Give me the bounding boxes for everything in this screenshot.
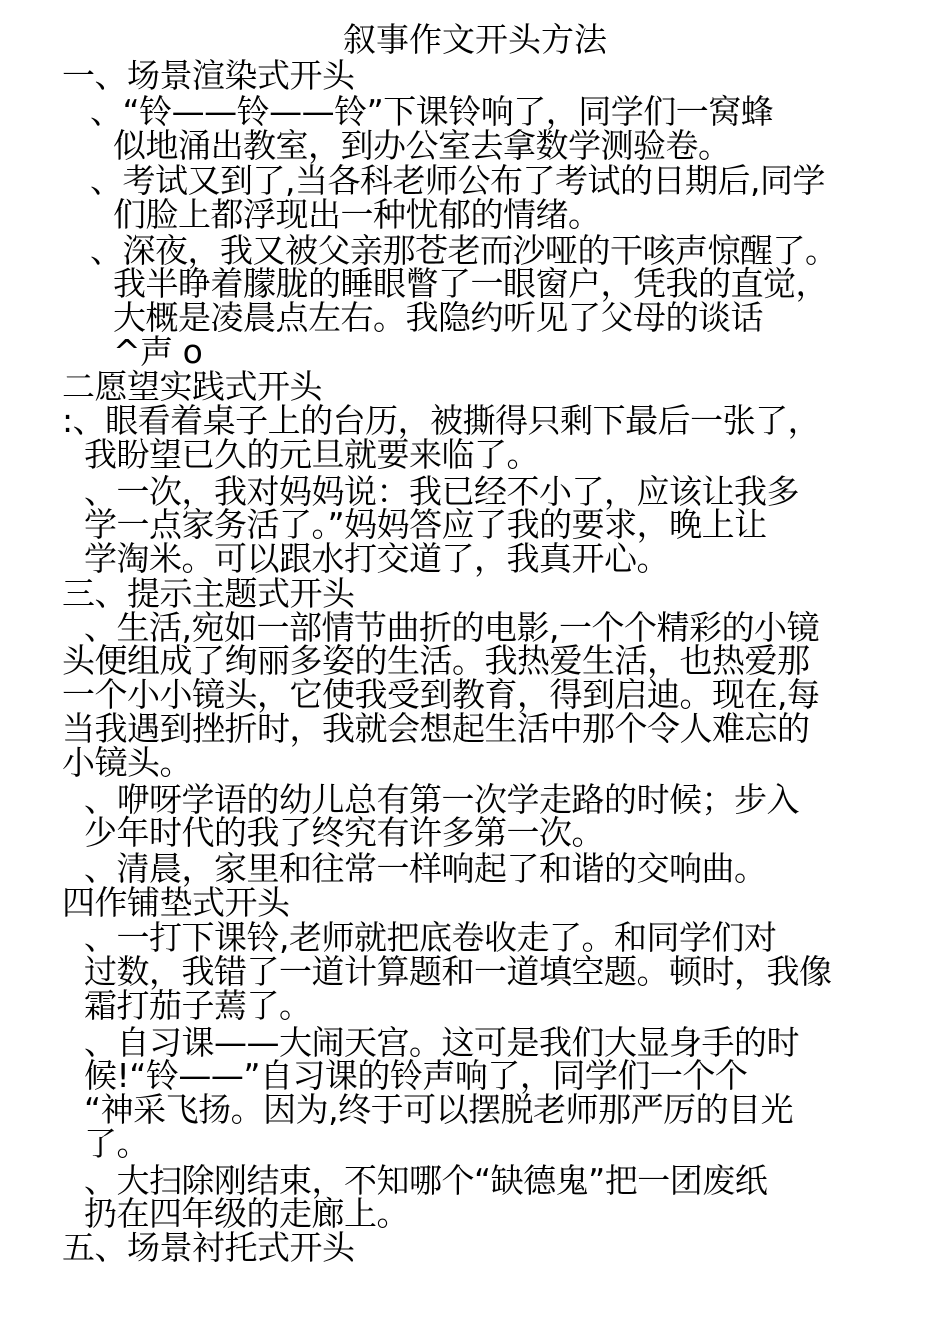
text-line: 、一打下课铃,老师就把底卷收走了。和同学们对 bbox=[84, 918, 777, 957]
text-line: 我半睁着朦胧的睡眼瞥了一眼窗户，凭我的直觉， bbox=[113, 264, 828, 303]
text-line: 似地涌出教室，到办公室去拿数学测验卷。 bbox=[113, 126, 731, 165]
text-line: 学一点家务活了。”妈妈答应了我的要求，晚上让 bbox=[84, 505, 767, 544]
text-line: 大概是凌晨点左右。我隐约听见了父母的谈话 bbox=[113, 298, 763, 337]
section-heading-5: 五、场景衬托式开头 bbox=[62, 1228, 355, 1267]
text-line: 扔在四年级的走廊上。 bbox=[84, 1194, 409, 1233]
text-line: 候!“铃——”自习课的铃声响了，同学们一个个 bbox=[84, 1056, 748, 1095]
text-line: 、考试又到了,当各科老师公布了考试的日期后,同学 bbox=[90, 161, 825, 200]
text-line: “神采飞扬。因为,终于可以摆脱老师那严厉的目光 bbox=[84, 1090, 794, 1129]
text-line: 、生活,宛如一部情节曲折的电影,一个个精彩的小镜 bbox=[84, 608, 819, 647]
section-heading-4: 四作铺垫式开头 bbox=[62, 883, 290, 922]
section-heading-3: 三、提示主题式开头 bbox=[62, 574, 355, 613]
document-title: 叙事作文开头方法 bbox=[343, 20, 607, 59]
text-line: 、清晨，家里和往常一样响起了和谐的交响曲。 bbox=[84, 849, 767, 888]
text-line: 们脸上都浮现出一种忧郁的情绪。 bbox=[113, 195, 601, 234]
text-line: 了。 bbox=[84, 1124, 149, 1163]
text-line: 、一次，我对妈妈说：我已经不小了，应该让我多 bbox=[84, 472, 799, 511]
text-line: 一个小小镜头，它使我受到教育，得到启迪。现在,每 bbox=[62, 675, 820, 714]
text-line: 过数，我错了一道计算题和一道填空题。顿时，我像 bbox=[84, 952, 832, 991]
text-line: :、眼看着桌子上的台历，被撕得只剩下最后一张了， bbox=[62, 401, 821, 440]
text-line: 、大扫除刚结束，不知哪个“缺德鬼”把一团废纸 bbox=[84, 1161, 768, 1200]
text-line: 霜打茄子蔫了。 bbox=[84, 986, 312, 1025]
section-heading-1: 一、场景渲染式开头 bbox=[62, 56, 355, 95]
text-line: 学淘米。可以跟水打交道了，我真开心。 bbox=[84, 539, 669, 578]
text-line: ^声 o bbox=[113, 332, 203, 371]
text-line: 、深夜，我又被父亲那苍老而沙哑的干咳声惊醒了。 bbox=[90, 231, 838, 270]
text-line: 、咿呀学语的幼儿总有第一次学走路的时候；步入 bbox=[84, 780, 799, 819]
text-line: 我盼望已久的元旦就要来临了。 bbox=[84, 435, 539, 474]
section-heading-2: 二愿望实践式开头 bbox=[62, 367, 322, 406]
text-line: 、自习课——大闹天宫。这可是我们大显身手的时 bbox=[84, 1023, 799, 1062]
text-line: 少年时代的我了终究有许多第一次。 bbox=[84, 813, 604, 852]
text-line: 头便组成了绚丽多姿的生活。我热爱生活，也热爱那 bbox=[62, 641, 810, 680]
text-line: 、“铃——铃——铃”下课铃响了，同学们一窝蜂 bbox=[90, 92, 774, 131]
text-line: 当我遇到挫折时，我就会想起生活中那个令人难忘的 bbox=[62, 709, 810, 748]
text-line: 小镜头。 bbox=[62, 743, 192, 782]
